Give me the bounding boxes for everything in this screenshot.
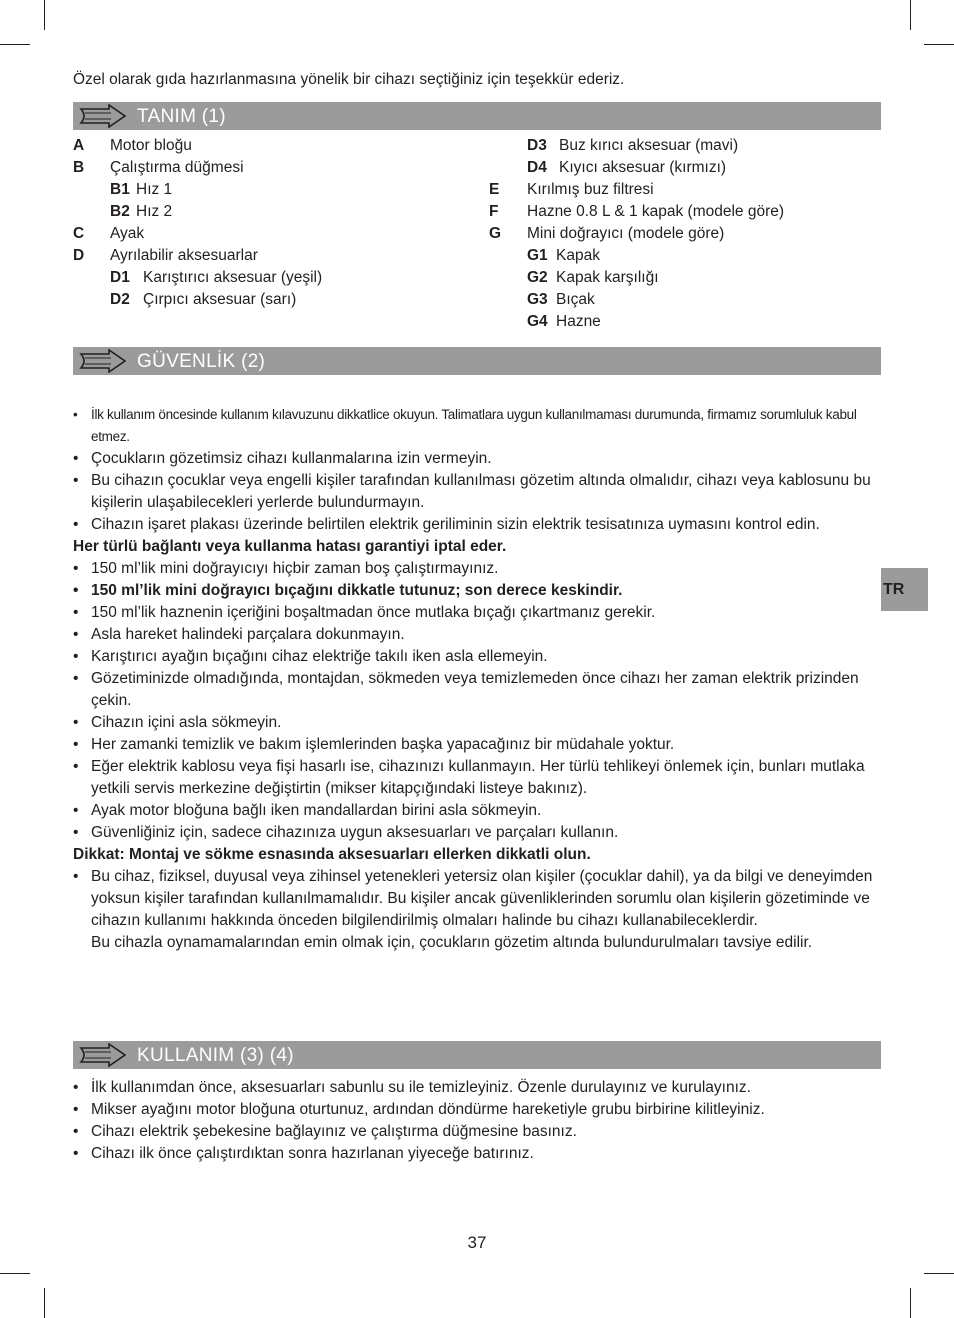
list-item: D2 Çırpıcı aksesuar (sarı)	[110, 291, 297, 308]
list-item: • Her zamanki temizlik ve bakım işlemlerinden başka yapacağınız bir müdahale yoktur.	[73, 734, 873, 756]
list-item: • Çocukların gözetimsiz cihazı kullanmalarına izin vermeyin.	[73, 448, 873, 470]
list-item: G2 Kapak karşılığı	[527, 269, 659, 286]
list-item-continuation: Bu cihazla oynamamalarından emin olmak için, çocukların gözetim altında bulundurulmaları tavsiye edilir.	[91, 934, 813, 951]
crop-mark	[0, 44, 30, 45]
description-list-right	[489, 135, 879, 333]
section-title: GÜVENLİK (2)	[137, 351, 266, 372]
list-item: B2 Hız 2	[110, 203, 173, 220]
section-header-safety	[73, 347, 881, 375]
list-item: • Ayak motor bloğuna bağlı iken mandallardan birini asla sökmeyin.	[73, 800, 873, 822]
usage-list	[73, 1077, 873, 1165]
crop-mark	[0, 1273, 30, 1274]
section-header-description	[73, 102, 881, 130]
list-item: A Motor bloğu	[73, 137, 192, 154]
safety-list	[73, 404, 873, 954]
list-item: B Çalıştırma düğmesi	[73, 159, 244, 176]
list-item: • 150 ml’lik mini doğrayıcıyı hiçbir zaman boş çalıştırmayınız.	[73, 558, 873, 580]
list-item: B1 Hız 1	[110, 181, 173, 198]
list-item: D3 Buz kırıcı aksesuar (mavi)	[527, 137, 739, 154]
crop-mark	[924, 1273, 954, 1274]
list-item: • Cihazı ilk önce çalıştırdıktan sonra hazırlanan yiyeceğe batırınız.	[73, 1143, 873, 1165]
arrow-icon	[79, 1043, 127, 1067]
list-item: G Mini doğrayıcı (modele göre)	[489, 225, 725, 242]
list-item: D Ayrılabilir aksesuarlar	[73, 247, 258, 264]
list-item: • Karıştırıcı ayağın bıçağını cihaz elektriğe takılı iken asla ellemeyin.	[73, 646, 873, 668]
list-item: G4 Hazne	[527, 313, 601, 330]
section-title: KULLANIM (3) (4)	[137, 1045, 294, 1066]
list-item: • Mikser ayağını motor bloğuna oturtunuz, ardından döndürme hareketiyle grubu birbirine kilitleyiniz.	[73, 1099, 873, 1121]
arrow-icon	[79, 104, 127, 128]
list-item: • İlk kullanım öncesinde kullanım kılavuzunu dikkatlice okuyun. Talimatlara uygun kullanılmaması durumunda, firmamız sorumluluk kabul etmez.	[73, 404, 873, 448]
crop-mark	[44, 1288, 45, 1318]
list-item: • Güvenliğiniz için, sadece cihazınıza uygun aksesuarları ve parçaları kullanın.	[73, 822, 873, 844]
crop-mark	[924, 44, 954, 45]
list-item: • Bu cihazın çocuklar veya engelli kişiler tarafından kullanılması gözetim altında olmalıdır, cihazı veya kablosunu bu kişilerin ulaşabilecekleri yerlerde bulundurmayın.	[73, 470, 873, 514]
list-item: • 150 ml’lik mini doğrayıcı bıçağını dikkatle tutunuz; son derece keskindir.	[73, 580, 873, 602]
page-number: 37	[467, 1233, 487, 1252]
description-list-left	[73, 135, 493, 311]
warning-text: Her türlü bağlantı veya kullanma hatası garantiyi iptal eder.	[73, 538, 507, 555]
list-item: • Cihazın içini asla sökmeyin.	[73, 712, 873, 734]
list-item: C Ayak	[73, 225, 145, 242]
crop-mark	[910, 0, 911, 30]
list-item: • Bu cihaz, fiziksel, duyusal veya zihinsel yetenekleri yetersiz olan kişiler (çocuklar dahil), ya da bilgi ve deneyimden yoksun kişiler tarafından kullanılmamalıdır. Bu kişiler ancak güvenliklerinden sorumlu olan kişilerin gözetiminde ve cihazın kullanımı hakkında önceden bilgilendirilmiş olmaları halinde bu cihazı kullanabileceklerdir.	[73, 866, 873, 932]
section-header-usage	[73, 1041, 881, 1069]
list-item: • İlk kullanımdan önce, aksesuarları sabunlu su ile temizleyiniz. Özenle durulayınız ve kurulayınız.	[73, 1077, 873, 1099]
crop-mark	[910, 1288, 911, 1318]
list-item: F Hazne 0.8 L & 1 kapak (modele göre)	[489, 203, 785, 220]
list-item: D4 Kıyıcı aksesuar (kırmızı)	[527, 159, 727, 176]
intro-text: Özel olarak gıda hazırlanmasına yönelik bir cihazı seçtiğiniz için teşekkür ederiz.	[73, 71, 625, 88]
section-title: TANIM (1)	[137, 106, 226, 127]
warning-text: Dikkat: Montaj ve sökme esnasında aksesuarları ellerken dikkatli olun.	[73, 846, 591, 863]
arrow-icon	[79, 349, 127, 373]
crop-mark	[44, 0, 45, 30]
list-item: • Eğer elektrik kablosu veya fişi hasarlı ise, cihazınızı kullanmayın. Her türlü tehlikeyi önlemek için, bunları mutlaka yetkili servis merkezine değiştirtin (mikser kitapçığındaki listeye bakınız).	[73, 756, 873, 800]
list-item: • Gözetiminizde olmadığında, montajdan, sökmeden veya temizlemeden önce cihazı her zaman elektrik prizinden çekin.	[73, 668, 873, 712]
language-tab: TR	[881, 568, 928, 611]
list-item: • Asla hareket halindeki parçalara dokunmayın.	[73, 624, 873, 646]
list-item: • 150 ml’lik haznenin içeriğini boşaltmadan önce mutlaka bıçağı çıkartmanız gerekir.	[73, 602, 873, 624]
list-item: E Kırılmış buz filtresi	[489, 181, 654, 198]
list-item: D1 Karıştırıcı aksesuar (yeşil)	[110, 269, 323, 286]
list-item: G3 Bıçak	[527, 291, 595, 308]
list-item: • Cihazın işaret plakası üzerinde belirtilen elektrik geriliminin sizin elektrik tesisatınıza uymasını kontrol edin.	[73, 514, 873, 536]
list-item: • Cihazı elektrik şebekesine bağlayınız ve çalıştırma düğmesine basınız.	[73, 1121, 873, 1143]
list-item: G1 Kapak	[527, 247, 600, 264]
